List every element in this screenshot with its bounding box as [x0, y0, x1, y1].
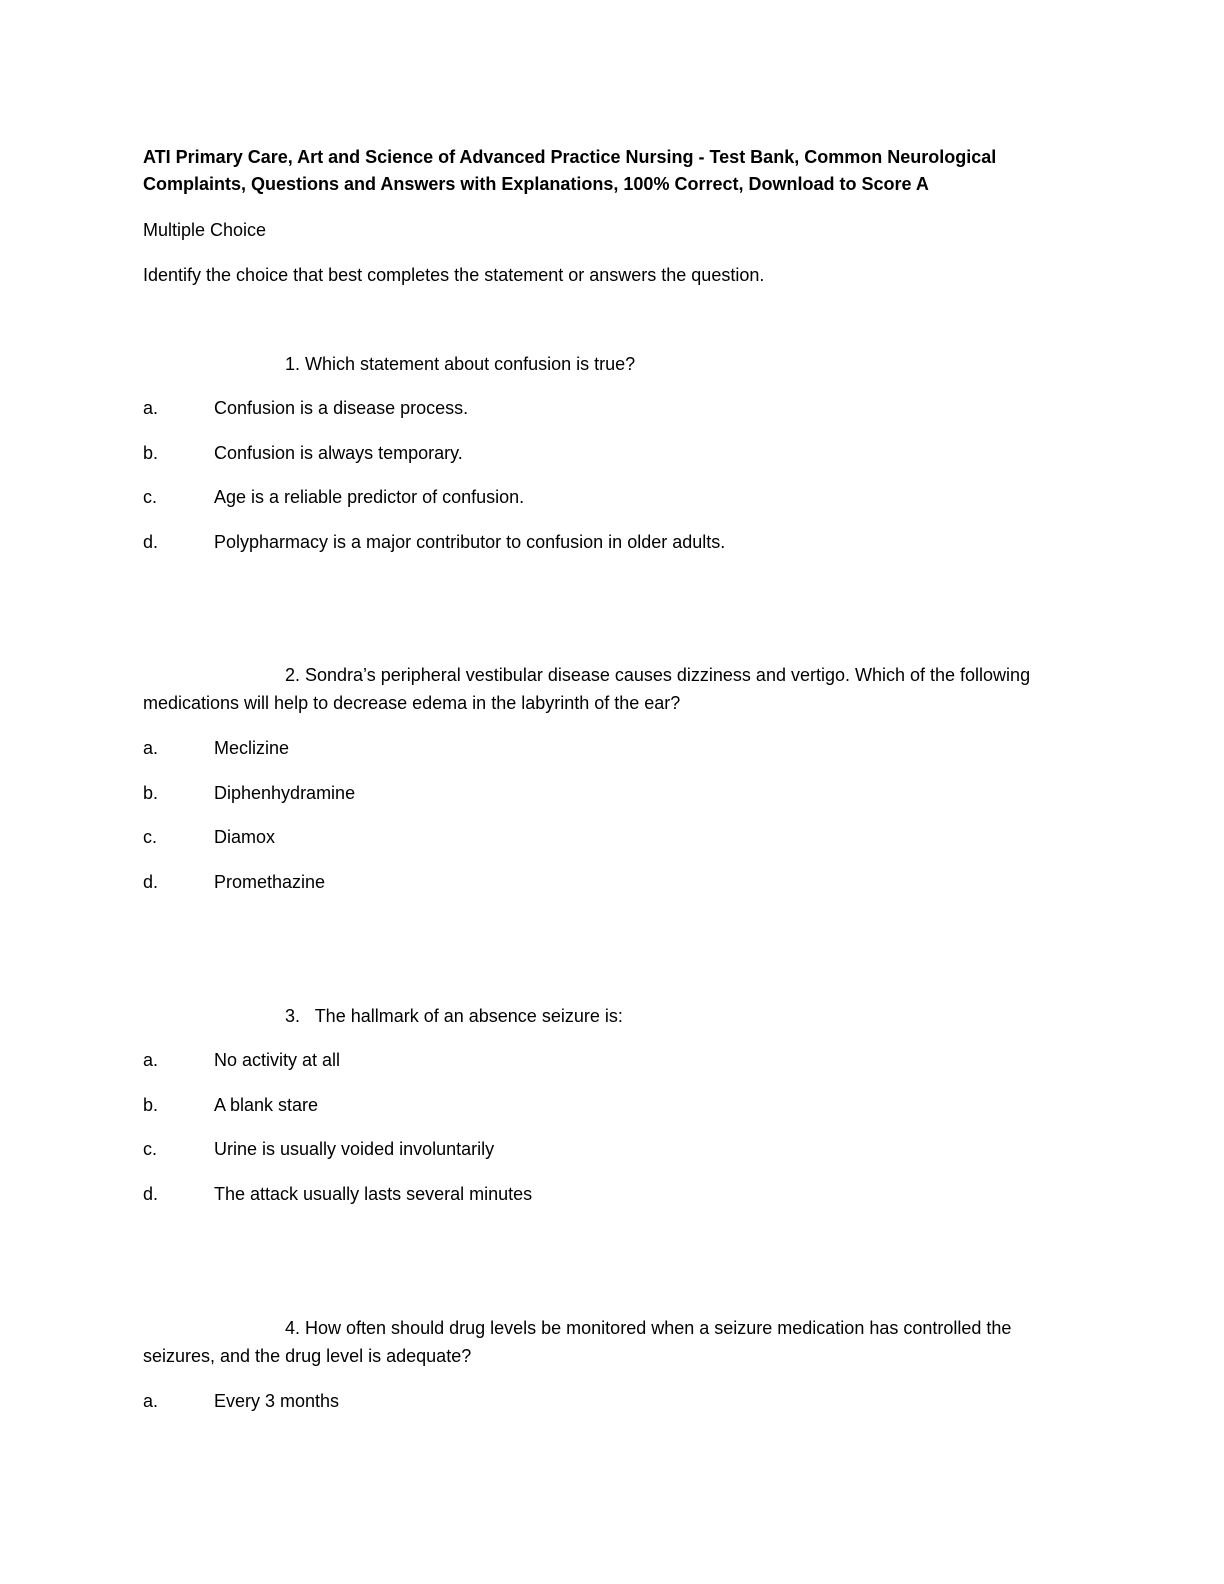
- option-letter: c.: [143, 487, 158, 507]
- option-text: Confusion is always temporary.: [214, 443, 463, 463]
- question-2-option-c: [143, 824, 275, 850]
- question-1-option-c: [143, 484, 524, 510]
- option-letter: d.: [143, 532, 159, 552]
- option-text: A blank stare: [214, 1095, 319, 1115]
- option-letter: a.: [143, 738, 159, 758]
- question-3-option-d: [143, 1181, 532, 1207]
- option-letter: d.: [143, 1184, 159, 1204]
- question-4-option-a: [143, 1388, 339, 1414]
- option-letter: a.: [143, 398, 159, 418]
- option-text: Polypharmacy is a major contributor to confusion in older adults.: [214, 532, 726, 552]
- option-text: Urine is usually voided involuntarily: [214, 1139, 495, 1159]
- question-1-option-d: [143, 529, 725, 555]
- option-text: No activity at all: [214, 1050, 341, 1070]
- question-3-option-b: [143, 1092, 318, 1118]
- option-letter: a.: [143, 1050, 159, 1070]
- document-title: ATI Primary Care, Art and Science of Advanced Practice Nursing - Test Bank, Common Neurological Complaints, Questions and Answers with Explanations, 100% Correct, Download to Score A: [143, 147, 997, 194]
- question-1-stem: 1. Which statement about confusion is true?: [285, 354, 636, 374]
- option-text: Meclizine: [214, 738, 290, 758]
- option-letter: b.: [143, 1095, 159, 1115]
- option-text: Promethazine: [214, 872, 326, 892]
- option-text: Diamox: [214, 827, 276, 847]
- question-2-stem: 2. Sondra’s peripheral vestibular disease causes dizziness and vertigo. Which of the following medications will help to decrease edema in the labyrinth of the ear?: [143, 665, 1031, 713]
- option-letter: d.: [143, 872, 159, 892]
- question-4-stem: 4. How often should drug levels be monitored when a seizure medication has controlled the seizures, and the drug level is adequate?: [143, 1318, 1012, 1366]
- option-letter: c.: [143, 827, 158, 847]
- question-3-option-c: [143, 1136, 494, 1162]
- question-1-option-a: [143, 395, 468, 421]
- option-text: Confusion is a disease process.: [214, 398, 469, 418]
- question-2-option-a: [143, 735, 289, 761]
- question-3-option-a: [143, 1047, 340, 1073]
- question-1-option-b: [143, 440, 463, 466]
- option-text: Every 3 months: [214, 1391, 340, 1411]
- section-heading: Multiple Choice: [143, 220, 267, 240]
- question-2-option-b: [143, 780, 355, 806]
- option-letter: c.: [143, 1139, 158, 1159]
- instructions-text: Identify the choice that best completes the statement or answers the question.: [143, 265, 765, 285]
- option-text: Diphenhydramine: [214, 783, 356, 803]
- option-letter: b.: [143, 783, 159, 803]
- option-text: The attack usually lasts several minutes: [214, 1184, 533, 1204]
- option-text: Age is a reliable predictor of confusion.: [214, 487, 525, 507]
- option-letter: a.: [143, 1391, 159, 1411]
- question-2-option-d: [143, 869, 325, 895]
- question-3-stem: 3. The hallmark of an absence seizure is:: [285, 1006, 623, 1026]
- option-letter: b.: [143, 443, 159, 463]
